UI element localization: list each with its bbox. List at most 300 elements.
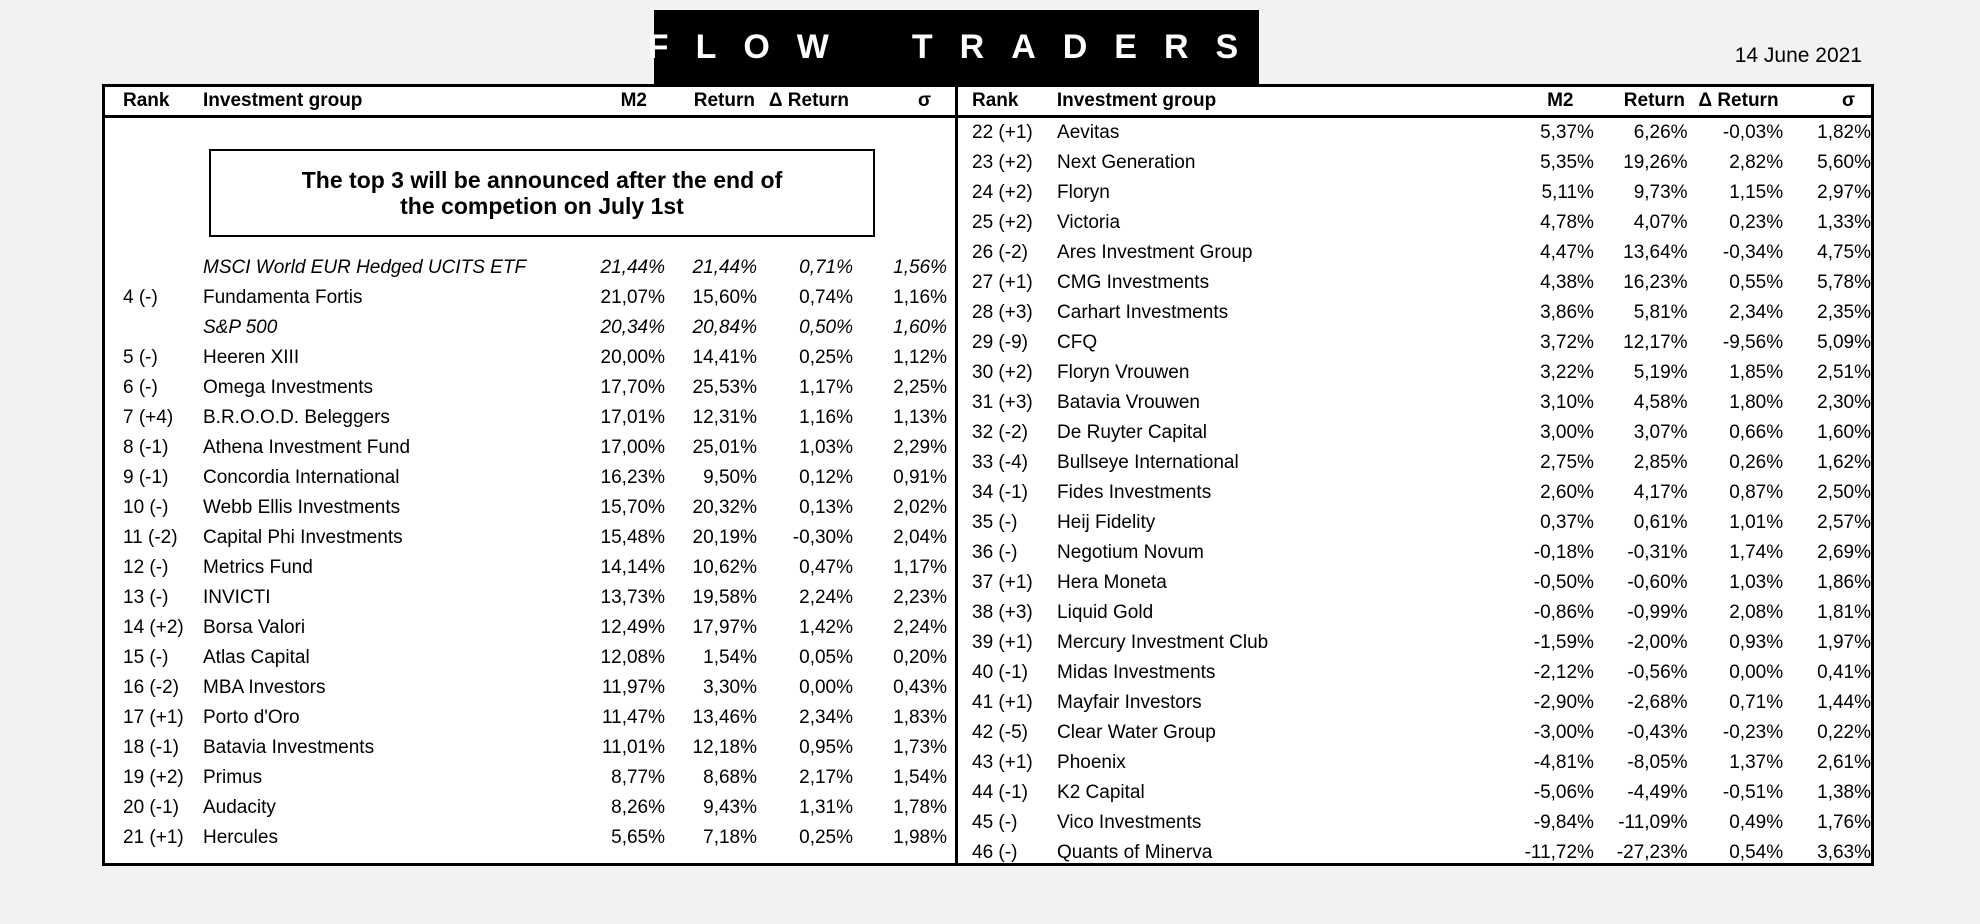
sigma-cell: 2,29% [893, 437, 947, 458]
sigma-cell: 2,69% [1817, 542, 1871, 563]
investment-group-cell: Concordia International [203, 467, 400, 488]
rank-cell: 25 (+2) [972, 212, 1033, 233]
rank-cell: 46 (-) [972, 842, 1018, 863]
report-date: 14 June 2021 [1734, 44, 1862, 67]
table-row [958, 508, 1871, 538]
m2-cell: -9,84% [1533, 812, 1594, 833]
m2-cell: -5,06% [1533, 782, 1594, 803]
sigma-cell: 2,35% [1817, 302, 1871, 323]
return-cell: 13,46% [692, 707, 757, 728]
m2-cell: 14,14% [600, 557, 665, 578]
sigma-cell: 1,33% [1817, 212, 1871, 233]
investment-group-cell: Carhart Investments [1057, 302, 1229, 323]
investment-group-cell: B.R.O.O.D. Beleggers [203, 407, 390, 428]
rank-cell: 30 (+2) [972, 362, 1033, 383]
rank-cell: 21 (+1) [123, 827, 184, 848]
m2-cell: 20,34% [600, 317, 665, 338]
sigma-cell: 5,78% [1817, 272, 1871, 293]
sigma-cell: 2,97% [1817, 182, 1871, 203]
rank-cell: 10 (-) [123, 497, 169, 518]
m2-cell: 2,60% [1540, 482, 1594, 503]
sigma-cell: 5,60% [1817, 152, 1871, 173]
delta-return-cell: 2,08% [1729, 602, 1784, 623]
m2-cell: 3,00% [1540, 422, 1594, 443]
sigma-cell: 0,22% [1817, 722, 1871, 743]
sigma-cell: 1,16% [893, 287, 947, 308]
return-cell: 25,01% [692, 437, 757, 458]
return-cell: 4,58% [1633, 392, 1688, 413]
header-return: Return [1623, 90, 1686, 111]
return-cell: 19,58% [692, 587, 757, 608]
rank-cell: 45 (-) [972, 812, 1018, 833]
delta-return-cell: 0,87% [1729, 482, 1784, 503]
m2-cell: 12,08% [600, 647, 665, 668]
table-row [105, 793, 955, 823]
return-cell: -0,99% [1627, 602, 1688, 623]
return-cell: 5,19% [1633, 362, 1688, 383]
investment-group-cell: Hercules [203, 827, 278, 848]
rank-cell: 41 (+1) [972, 692, 1033, 713]
delta-return-cell: 0,71% [799, 257, 853, 278]
m2-cell: -0,86% [1533, 602, 1594, 623]
table-row [105, 343, 955, 373]
return-cell: 4,07% [1633, 212, 1688, 233]
table-row [958, 568, 1871, 598]
sigma-cell: 1,83% [893, 707, 947, 728]
table-row [105, 823, 955, 853]
return-cell: 8,68% [703, 767, 757, 788]
investment-group-cell: Liquid Gold [1057, 602, 1154, 623]
rank-cell: 35 (-) [972, 512, 1018, 533]
return-cell: -0,43% [1627, 722, 1688, 743]
investment-group-cell: Negotium Novum [1057, 542, 1204, 563]
investment-group-cell: Athena Investment Fund [203, 437, 411, 458]
m2-cell: 13,73% [600, 587, 665, 608]
return-cell: 9,43% [703, 797, 757, 818]
investment-group-cell: Clear Water Group [1057, 722, 1216, 743]
header-rank: Rank [123, 90, 170, 111]
rank-cell: 20 (-1) [123, 797, 179, 818]
delta-return-cell: 0,66% [1729, 422, 1784, 443]
delta-return-cell: 1,15% [1729, 182, 1784, 203]
m2-cell: 4,38% [1540, 272, 1594, 293]
rank-cell: 17 (+1) [123, 707, 184, 728]
delta-return-cell: 1,17% [799, 377, 853, 398]
rank-cell: 29 (-9) [972, 332, 1028, 353]
rank-cell: 37 (+1) [972, 572, 1033, 593]
rank-cell: 40 (-1) [972, 662, 1028, 683]
return-cell: 13,64% [1623, 242, 1688, 263]
rank-cell: 4 (-) [123, 287, 158, 308]
sigma-cell: 2,51% [1817, 362, 1871, 383]
sigma-cell: 1,62% [1817, 452, 1871, 473]
m2-cell: 20,00% [600, 347, 665, 368]
sigma-cell: 1,17% [893, 557, 947, 578]
return-cell: 9,50% [703, 467, 757, 488]
benchmark-row [105, 313, 955, 343]
m2-cell: 11,97% [601, 677, 665, 698]
return-cell: -2,68% [1627, 692, 1688, 713]
investment-group-cell: Webb Ellis Investments [203, 497, 401, 518]
header-rank: Rank [972, 90, 1019, 111]
rank-cell: 5 (-) [123, 347, 158, 368]
delta-return-cell: 0,00% [1729, 662, 1784, 683]
return-cell: -0,60% [1627, 572, 1688, 593]
investment-group-cell: Quants of Minerva [1057, 842, 1213, 863]
table-row [105, 643, 955, 673]
table-row [958, 838, 1871, 868]
table-row [958, 178, 1871, 208]
sigma-cell: 2,57% [1817, 512, 1871, 533]
ranking-table [102, 84, 1874, 866]
return-cell: 7,18% [703, 827, 757, 848]
table-row [105, 703, 955, 733]
table-row [958, 208, 1871, 238]
return-cell: -4,49% [1627, 782, 1688, 803]
table-row [958, 658, 1871, 688]
investment-group-cell: Batavia Investments [203, 737, 375, 758]
table-row [958, 778, 1871, 808]
investment-group-cell: Borsa Valori [203, 617, 306, 638]
return-cell: 10,62% [692, 557, 757, 578]
return-cell: -11,09% [1618, 812, 1688, 833]
rank-cell: 39 (+1) [972, 632, 1033, 653]
return-cell: 25,53% [692, 377, 757, 398]
delta-return-cell: 0,12% [799, 467, 853, 488]
delta-return-cell: 0,25% [799, 827, 853, 848]
table-row [105, 613, 955, 643]
m2-cell: 3,72% [1540, 332, 1594, 353]
table-row [958, 148, 1871, 178]
m2-cell: 5,11% [1541, 182, 1594, 203]
return-cell: 3,30% [703, 677, 757, 698]
sigma-cell: 1,56% [893, 257, 947, 278]
right-header-row [958, 87, 1871, 115]
delta-return-cell: 1,03% [799, 437, 853, 458]
m2-cell: 8,77% [611, 767, 665, 788]
investment-group-cell: Atlas Capital [203, 647, 310, 668]
table-row [958, 238, 1871, 268]
delta-return-cell: -0,51% [1722, 782, 1784, 803]
delta-return-cell: 0,74% [799, 287, 853, 308]
rank-cell: 22 (+1) [972, 122, 1033, 143]
return-cell: 6,26% [1633, 122, 1688, 143]
m2-cell: 2,75% [1540, 452, 1594, 473]
delta-return-cell: 2,24% [799, 587, 853, 608]
investment-group-cell: Next Generation [1057, 152, 1196, 173]
table-row [958, 688, 1871, 718]
rank-cell: 34 (-1) [972, 482, 1028, 503]
return-cell: 21,44% [692, 257, 757, 278]
return-cell: 20,19% [692, 527, 757, 548]
investment-group-cell: Floryn Vrouwen [1057, 362, 1190, 383]
delta-return-cell: 1,85% [1729, 362, 1784, 383]
investment-group-cell: Mayfair Investors [1057, 692, 1202, 713]
investment-group-cell: Primus [203, 767, 263, 788]
delta-return-cell: 0,25% [799, 347, 853, 368]
m2-cell: 4,47% [1540, 242, 1594, 263]
rank-cell: 8 (-1) [123, 437, 169, 458]
table-row [958, 268, 1871, 298]
sigma-cell: 1,60% [1817, 422, 1871, 443]
return-cell: -27,23% [1616, 842, 1688, 863]
sigma-cell: 1,73% [893, 737, 947, 758]
sigma-cell: 2,30% [1817, 392, 1871, 413]
delta-return-cell: 1,37% [1729, 752, 1784, 773]
rank-cell: 27 (+1) [972, 272, 1033, 293]
rank-cell: 6 (-) [123, 377, 158, 398]
investment-group-cell: CMG Investments [1057, 272, 1210, 293]
rank-cell: 23 (+2) [972, 152, 1033, 173]
m2-cell: 17,01% [600, 407, 665, 428]
table-row [105, 433, 955, 463]
return-cell: 15,60% [692, 287, 757, 308]
delta-return-cell: 1,16% [799, 407, 853, 428]
return-cell: 4,17% [1633, 482, 1688, 503]
rank-cell: 7 (+4) [123, 407, 174, 428]
sigma-cell: 1,81% [1817, 602, 1871, 623]
header-delta-return: Δ Return [768, 90, 849, 111]
delta-return-cell: 2,34% [1729, 302, 1784, 323]
table-row [105, 373, 955, 403]
sigma-cell: 2,24% [893, 617, 947, 638]
table-row [958, 718, 1871, 748]
investment-group-cell: Batavia Vrouwen [1057, 392, 1200, 413]
delta-return-cell: 0,50% [799, 317, 853, 338]
m2-cell: 11,47% [601, 707, 665, 728]
table-row [958, 298, 1871, 328]
table-row [958, 598, 1871, 628]
table-row [105, 733, 955, 763]
header-delta-return: Δ Return [1698, 90, 1779, 111]
delta-return-cell: 1,01% [1729, 512, 1784, 533]
sigma-cell: 2,25% [893, 377, 947, 398]
investment-group-cell: Bullseye International [1057, 452, 1239, 473]
investment-group-cell: Omega Investments [203, 377, 374, 398]
rank-cell: 28 (+3) [972, 302, 1033, 323]
investment-group-cell: Audacity [203, 797, 276, 818]
rank-cell: 18 (-1) [123, 737, 179, 758]
header-investment-group: Investment group [203, 90, 363, 111]
header-m2: M2 [620, 90, 647, 111]
sigma-cell: 5,09% [1817, 332, 1871, 353]
delta-return-cell: 0,55% [1729, 272, 1784, 293]
investment-group-cell: Hera Moneta [1057, 572, 1167, 593]
investment-group-cell: MSCI World EUR Hedged UCITS ETF [203, 257, 527, 278]
sigma-cell: 1,76% [1817, 812, 1871, 833]
m2-cell: 15,70% [600, 497, 665, 518]
rank-cell: 36 (-) [972, 542, 1018, 563]
table-row [958, 388, 1871, 418]
return-cell: 20,84% [692, 317, 757, 338]
m2-cell: 3,22% [1540, 362, 1594, 383]
logo-word-traders: TRADERS [911, 27, 1266, 66]
delta-return-cell: 1,80% [1729, 392, 1784, 413]
table-row [105, 283, 955, 313]
sigma-cell: 1,82% [1817, 122, 1871, 143]
m2-cell: 21,44% [600, 257, 665, 278]
logo-word-flow: FLOW [647, 27, 856, 66]
delta-return-cell: 2,17% [799, 767, 853, 788]
sigma-cell: 2,02% [893, 497, 947, 518]
m2-cell: 16,23% [600, 467, 665, 488]
return-cell: 20,32% [692, 497, 757, 518]
investment-group-cell: Porto d'Oro [203, 707, 300, 728]
return-cell: 16,23% [1623, 272, 1688, 293]
flow-traders-logo [647, 10, 1266, 84]
rank-cell: 31 (+3) [972, 392, 1033, 413]
m2-cell: -0,50% [1533, 572, 1594, 593]
return-cell: 9,73% [1633, 182, 1688, 203]
table-row [958, 808, 1871, 838]
delta-return-cell: 0,05% [799, 647, 853, 668]
m2-cell: 5,65% [611, 827, 665, 848]
delta-return-cell: 1,42% [799, 617, 853, 638]
rank-cell: 16 (-2) [123, 677, 179, 698]
m2-cell: 3,10% [1540, 392, 1594, 413]
rank-cell: 24 (+2) [972, 182, 1033, 203]
delta-return-cell: 0,93% [1729, 632, 1784, 653]
table-row [105, 583, 955, 613]
investment-group-cell: Capital Phi Investments [203, 527, 403, 548]
m2-cell: 5,37% [1540, 122, 1594, 143]
delta-return-cell: 1,74% [1729, 542, 1784, 563]
rank-cell: 33 (-4) [972, 452, 1028, 473]
sigma-cell: 1,54% [893, 767, 947, 788]
investment-group-cell: Floryn [1057, 182, 1110, 203]
sigma-cell: 0,20% [893, 647, 947, 668]
return-cell: -8,05% [1627, 752, 1688, 773]
sigma-cell: 1,12% [893, 347, 947, 368]
sigma-cell: 0,43% [893, 677, 947, 698]
return-cell: 19,26% [1623, 152, 1688, 173]
table-row [105, 553, 955, 583]
sigma-cell: 1,13% [893, 407, 947, 428]
delta-return-cell: 0,23% [1729, 212, 1784, 233]
m2-cell: 21,07% [600, 287, 665, 308]
table-row [958, 448, 1871, 478]
rank-cell: 19 (+2) [123, 767, 184, 788]
rank-cell: 11 (-2) [123, 527, 178, 548]
delta-return-cell: 0,00% [799, 677, 853, 698]
delta-return-cell: -0,34% [1722, 242, 1784, 263]
m2-cell: 0,37% [1540, 512, 1594, 533]
delta-return-cell: 2,34% [799, 707, 853, 728]
table-row [958, 358, 1871, 388]
table-row [958, 418, 1871, 448]
header-sigma: σ [918, 90, 931, 111]
delta-return-cell: 0,71% [1729, 692, 1784, 713]
sigma-cell: 1,98% [893, 827, 947, 848]
m2-cell: -2,90% [1533, 692, 1594, 713]
return-cell: 3,07% [1633, 422, 1688, 443]
sigma-cell: 2,04% [893, 527, 947, 548]
return-cell: 12,18% [692, 737, 757, 758]
header-sigma: σ [1842, 90, 1855, 111]
return-cell: 12,31% [692, 407, 757, 428]
m2-cell: -11,72% [1524, 842, 1594, 863]
sigma-cell: 0,91% [893, 467, 947, 488]
investment-group-cell: Fides Investments [1057, 482, 1212, 503]
delta-return-cell: 2,82% [1729, 152, 1784, 173]
return-cell: 1,54% [703, 647, 757, 668]
rank-cell: 12 (-) [123, 557, 169, 578]
return-cell: -0,56% [1627, 662, 1688, 683]
header-investment-group: Investment group [1056, 90, 1217, 111]
delta-return-cell: -9,56% [1722, 332, 1784, 353]
m2-cell: 17,70% [600, 377, 665, 398]
top3-notice-text: The top 3 will be announced after the end of the competion on July 1st [301, 167, 783, 219]
investment-group-cell: Heij Fidelity [1057, 512, 1156, 533]
m2-cell: 5,35% [1540, 152, 1594, 173]
investment-group-cell: Phoenix [1057, 752, 1126, 773]
table-row [958, 628, 1871, 658]
m2-cell: 8,26% [611, 797, 665, 818]
delta-return-cell: -0,30% [792, 527, 853, 548]
delta-return-cell: 0,47% [799, 557, 853, 578]
investment-group-cell: Vico Investments [1057, 812, 1202, 833]
rank-cell: 32 (-2) [972, 422, 1028, 443]
sigma-cell: 1,97% [1817, 632, 1871, 653]
sigma-cell: 3,63% [1817, 842, 1871, 863]
table-row [958, 118, 1871, 148]
investment-group-cell: Fundamenta Fortis [203, 287, 363, 308]
table-row [105, 763, 955, 793]
m2-cell: 3,86% [1540, 302, 1594, 323]
m2-cell: -2,12% [1533, 662, 1594, 683]
rank-cell: 14 (+2) [123, 617, 184, 638]
top3-notice [209, 149, 875, 237]
sigma-cell: 4,75% [1817, 242, 1871, 263]
sigma-cell: 2,23% [893, 587, 947, 608]
sigma-cell: 1,44% [1817, 692, 1871, 713]
m2-cell: 11,01% [601, 737, 665, 758]
table-row [105, 403, 955, 433]
table-row [958, 538, 1871, 568]
header-return: Return [693, 90, 755, 111]
delta-return-cell: 0,95% [799, 737, 853, 758]
m2-cell: 12,49% [600, 617, 665, 638]
rank-cell: 9 (-1) [123, 467, 169, 488]
table-row [958, 748, 1871, 778]
investment-group-cell: Mercury Investment Club [1057, 632, 1269, 653]
rank-cell: 43 (+1) [972, 752, 1033, 773]
table-row [958, 478, 1871, 508]
m2-cell: -1,59% [1533, 632, 1594, 653]
investment-group-cell: Heeren XIII [203, 347, 300, 368]
delta-return-cell: 0,26% [1729, 452, 1784, 473]
m2-cell: 4,78% [1540, 212, 1594, 233]
investment-group-cell: Aevitas [1057, 122, 1120, 143]
return-cell: 14,41% [692, 347, 757, 368]
m2-cell: -0,18% [1533, 542, 1594, 563]
m2-cell: -3,00% [1533, 722, 1594, 743]
m2-cell: 17,00% [600, 437, 665, 458]
investment-group-cell: CFQ [1057, 332, 1098, 353]
m2-cell: -4,81% [1533, 752, 1594, 773]
investment-group-cell: Midas Investments [1057, 662, 1216, 683]
investment-group-cell: MBA Investors [203, 677, 326, 698]
table-row [105, 463, 955, 493]
investment-group-cell: Ares Investment Group [1057, 242, 1253, 263]
rank-cell: 44 (-1) [972, 782, 1028, 803]
delta-return-cell: 0,49% [1729, 812, 1784, 833]
delta-return-cell: -0,23% [1722, 722, 1784, 743]
table-row [105, 523, 955, 553]
sigma-cell: 2,50% [1817, 482, 1871, 503]
left-header-row [105, 87, 955, 115]
investment-group-cell: INVICTI [203, 587, 271, 608]
